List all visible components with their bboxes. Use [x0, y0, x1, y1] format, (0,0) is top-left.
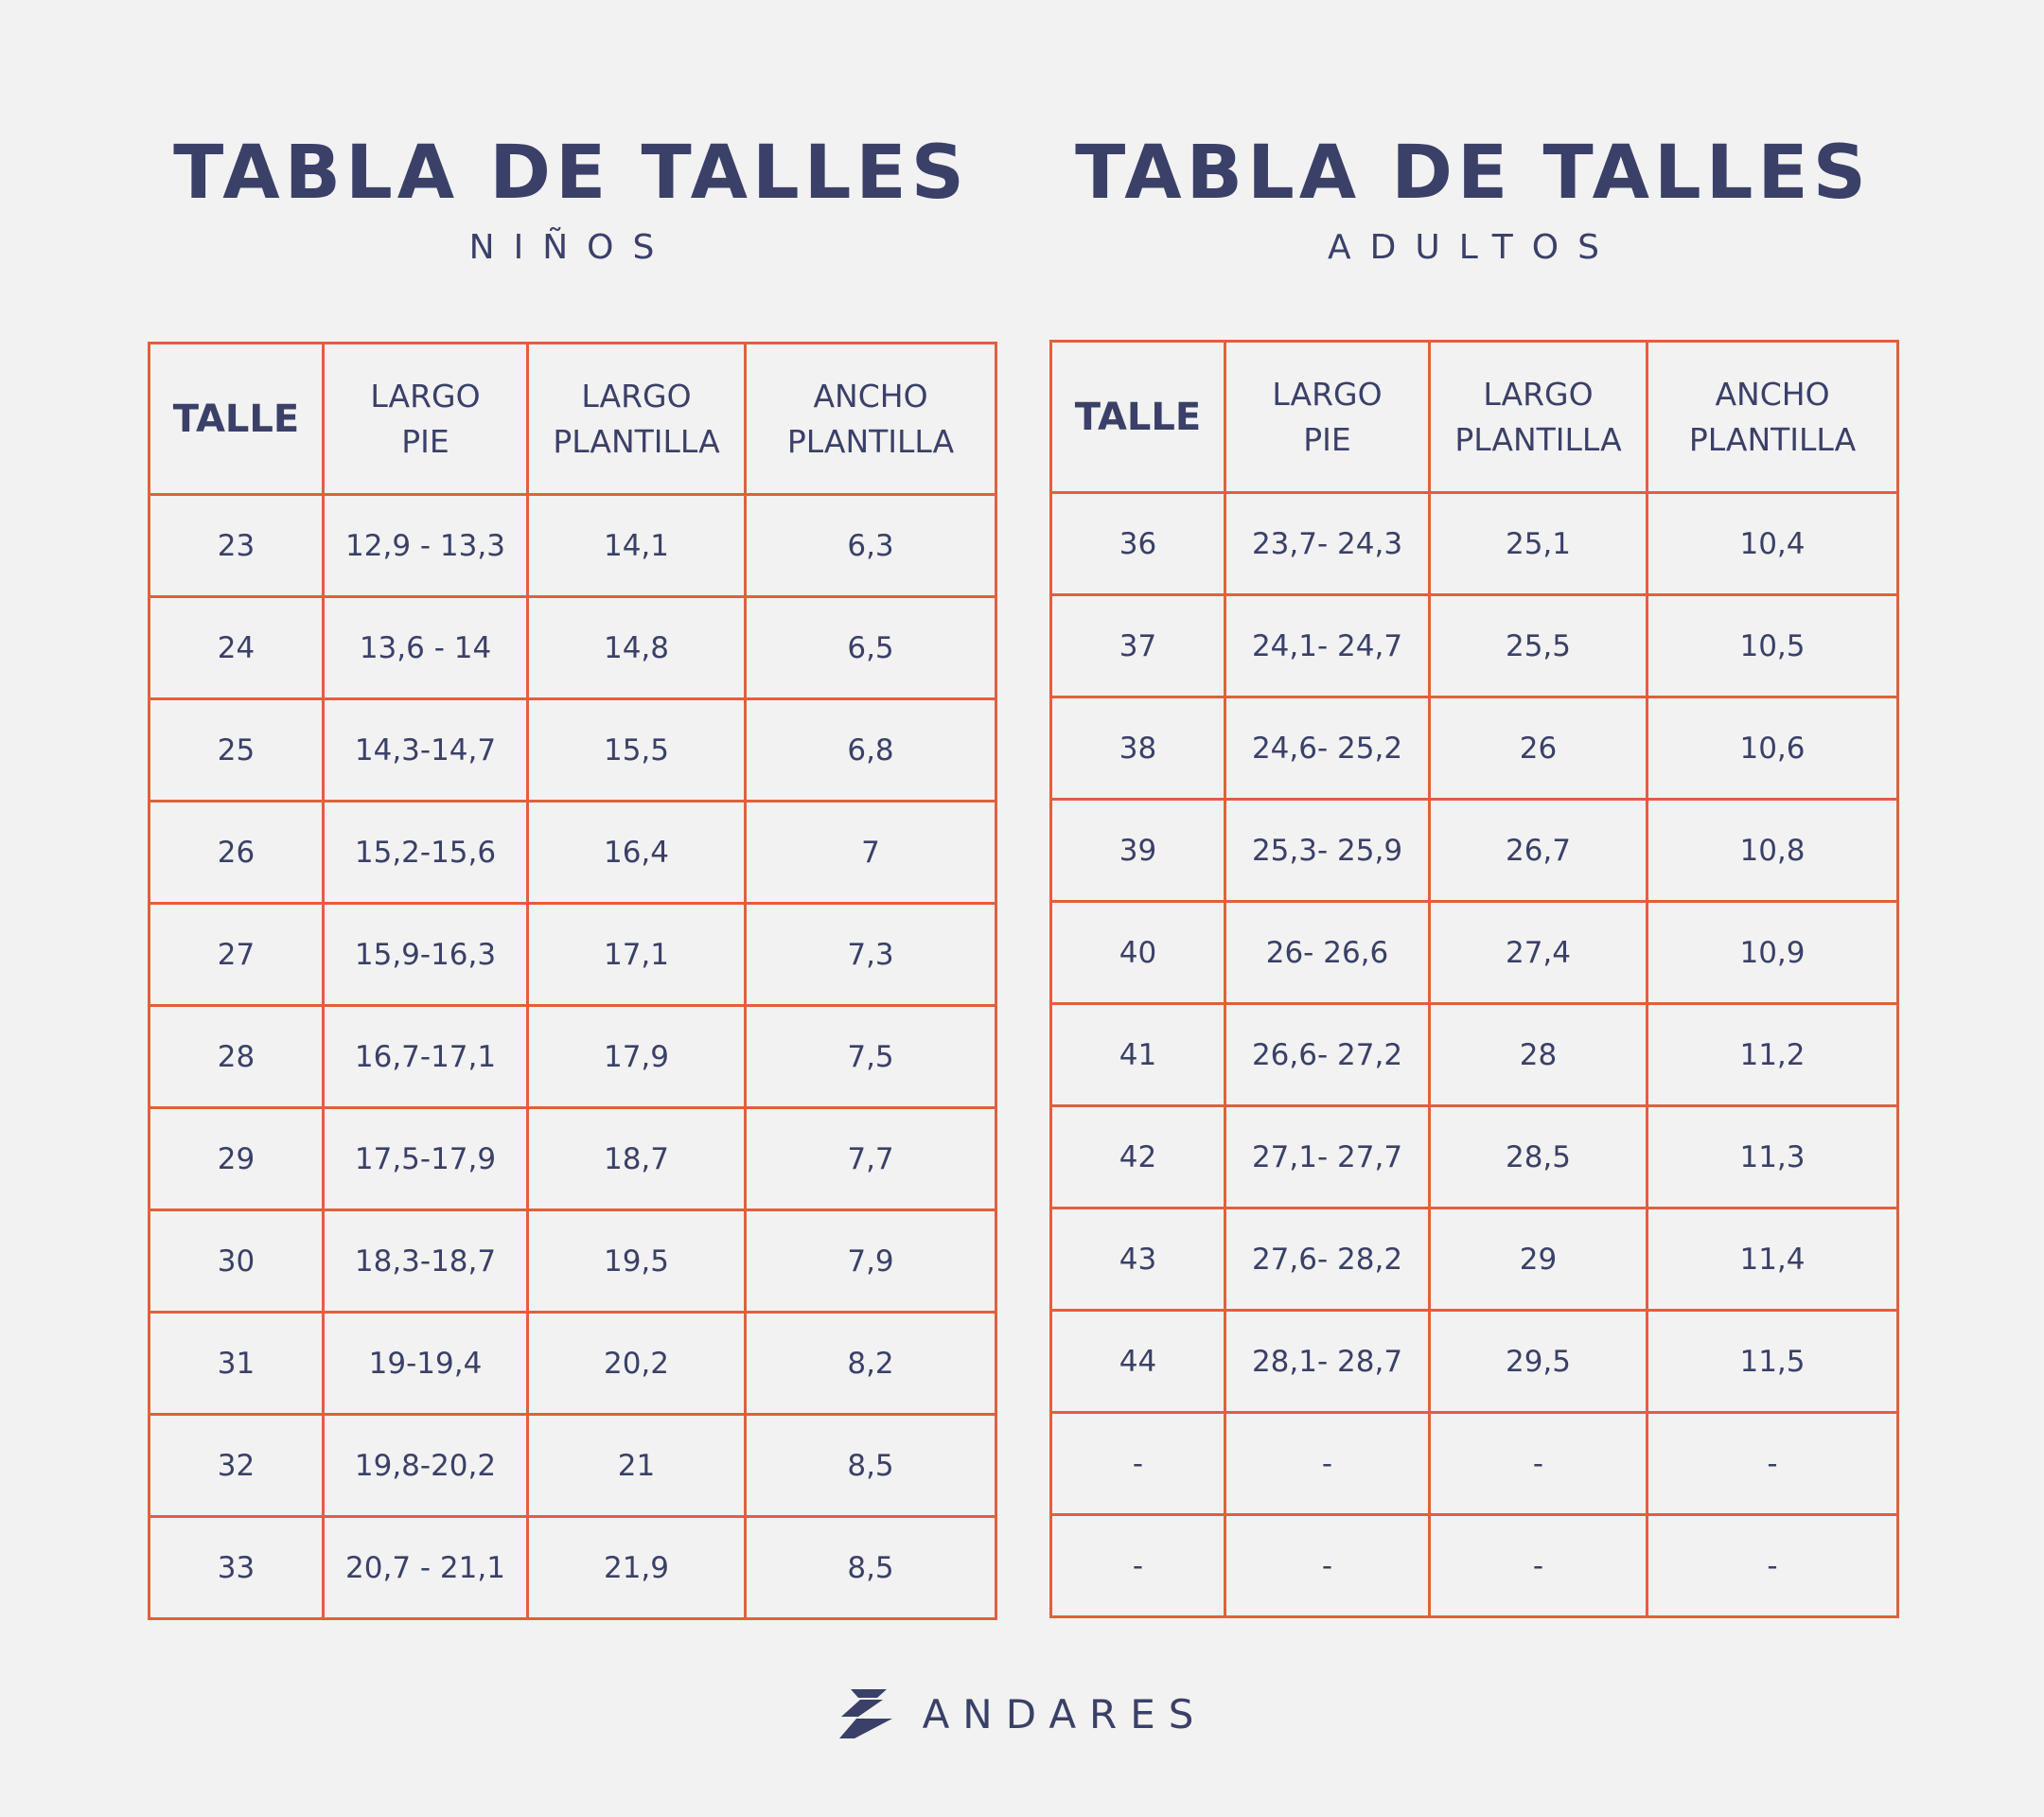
largo-pie-cell: 15,2-15,6 — [324, 802, 528, 904]
ancho-plantilla-cell: 10,5 — [1648, 595, 1898, 697]
talle-cell: 36 — [1051, 493, 1225, 595]
talle-cell: 23 — [150, 495, 324, 597]
ancho-plantilla-cell: 7,9 — [746, 1210, 996, 1313]
largo-plantilla-cell: 21 — [528, 1415, 746, 1517]
table-row — [150, 699, 996, 802]
largo-plantilla-cell: 17,1 — [528, 904, 746, 1006]
table-row — [150, 1313, 996, 1415]
kids-size-table — [148, 342, 997, 1620]
table-row — [1051, 1106, 1898, 1208]
largo-plantilla-cell: 27,4 — [1430, 902, 1648, 1004]
table-row — [150, 1517, 996, 1619]
largo-plantilla-cell: 15,5 — [528, 699, 746, 802]
largo-plantilla-cell: 28,5 — [1430, 1106, 1648, 1208]
talle-cell: 25 — [150, 699, 324, 802]
adults-header-talle: TALLE — [1051, 342, 1225, 493]
adults-header-largo-pie-line1: LARGO — [1272, 375, 1383, 413]
largo-plantilla-cell: 28 — [1430, 1004, 1648, 1106]
talle-cell: 40 — [1051, 902, 1225, 1004]
table-row — [1051, 1208, 1898, 1311]
largo-pie-cell: 23,7- 24,3 — [1225, 493, 1430, 595]
ancho-plantilla-cell: 6,8 — [746, 699, 996, 802]
largo-pie-cell: 24,1- 24,7 — [1225, 595, 1430, 697]
table-row — [1051, 493, 1898, 595]
talle-cell: 38 — [1051, 697, 1225, 800]
largo-plantilla-cell: 14,1 — [528, 495, 746, 597]
andares-logo-icon — [837, 1687, 898, 1740]
ancho-plantilla-cell: 11,4 — [1648, 1208, 1898, 1311]
largo-pie-cell: 25,3- 25,9 — [1225, 800, 1430, 902]
talle-cell: 31 — [150, 1313, 324, 1415]
talle-cell: 27 — [150, 904, 324, 1006]
ancho-plantilla-cell: 7,7 — [746, 1108, 996, 1210]
ancho-plantilla-cell: - — [1648, 1515, 1898, 1617]
kids-header-largo-pie — [324, 344, 528, 495]
adults-header-largo-plantilla — [1430, 342, 1648, 493]
table-row — [1051, 1413, 1898, 1515]
largo-plantilla-cell: 17,9 — [528, 1006, 746, 1108]
kids-header-talle: TALLE — [150, 344, 324, 495]
adults-header-largo-pie-line2: PIE — [1303, 420, 1351, 458]
largo-plantilla-cell: 18,7 — [528, 1108, 746, 1210]
largo-plantilla-cell: 21,9 — [528, 1517, 746, 1619]
table-row — [1051, 902, 1898, 1004]
table-row — [150, 1210, 996, 1313]
adults-header-largo-plantilla-line2: PLANTILLA — [1454, 420, 1622, 458]
largo-pie-cell: 13,6 - 14 — [324, 597, 528, 699]
talle-cell: 41 — [1051, 1004, 1225, 1106]
table-row — [150, 904, 996, 1006]
ancho-plantilla-cell: - — [1648, 1413, 1898, 1515]
adults-header-ancho-plantilla-line2: PLANTILLA — [1688, 420, 1857, 458]
largo-pie-cell: 18,3-18,7 — [324, 1210, 528, 1313]
ancho-plantilla-cell: 8,2 — [746, 1313, 996, 1415]
table-row — [150, 597, 996, 699]
largo-pie-cell: 12,9 - 13,3 — [324, 495, 528, 597]
kids-header-largo-pie-line1: LARGO — [370, 377, 481, 415]
ancho-plantilla-cell: 7 — [746, 802, 996, 904]
kids-header-ancho-plantilla-line2: PLANTILLA — [786, 422, 955, 460]
ancho-plantilla-cell: 10,6 — [1648, 697, 1898, 800]
largo-plantilla-cell: - — [1430, 1515, 1648, 1617]
brand-logo — [0, 1681, 2044, 1747]
ancho-plantilla-cell: 8,5 — [746, 1517, 996, 1619]
largo-plantilla-cell: 16,4 — [528, 802, 746, 904]
kids-header-ancho-plantilla-line1: ANCHO — [813, 377, 928, 415]
largo-pie-cell: 19-19,4 — [324, 1313, 528, 1415]
largo-plantilla-cell: - — [1430, 1413, 1648, 1515]
kids-header-ancho-plantilla — [746, 344, 996, 495]
brand-name: ANDARES — [922, 1690, 1207, 1738]
table-row — [1051, 1311, 1898, 1413]
largo-plantilla-cell: 19,5 — [528, 1210, 746, 1313]
ancho-plantilla-cell: 11,5 — [1648, 1311, 1898, 1413]
talle-cell: 44 — [1051, 1311, 1225, 1413]
ancho-plantilla-cell: 10,9 — [1648, 902, 1898, 1004]
kids-header-largo-plantilla-line2: PLANTILLA — [553, 422, 720, 460]
ancho-plantilla-cell: 7,3 — [746, 904, 996, 1006]
adults-title: TABLA DE TALLES — [1075, 131, 1871, 216]
table-row — [150, 1006, 996, 1108]
largo-pie-cell: 27,1- 27,7 — [1225, 1106, 1430, 1208]
adults-size-table — [1049, 340, 1899, 1618]
largo-pie-cell: 16,7-17,1 — [324, 1006, 528, 1108]
largo-pie-cell: 19,8-20,2 — [324, 1415, 528, 1517]
largo-pie-cell: 26- 26,6 — [1225, 902, 1430, 1004]
talle-cell: 37 — [1051, 595, 1225, 697]
talle-cell: 26 — [150, 802, 324, 904]
largo-pie-cell: 28,1- 28,7 — [1225, 1311, 1430, 1413]
ancho-plantilla-cell: 10,4 — [1648, 493, 1898, 595]
adults-header-ancho-plantilla — [1648, 342, 1898, 493]
largo-plantilla-cell: 29 — [1430, 1208, 1648, 1311]
largo-plantilla-cell: 14,8 — [528, 597, 746, 699]
adults-header-largo-plantilla-line1: LARGO — [1483, 375, 1594, 413]
talle-cell: 30 — [150, 1210, 324, 1313]
talle-cell: - — [1051, 1515, 1225, 1617]
largo-pie-cell: 15,9-16,3 — [324, 904, 528, 1006]
largo-plantilla-cell: 29,5 — [1430, 1311, 1648, 1413]
talle-cell: 33 — [150, 1517, 324, 1619]
talle-cell: 39 — [1051, 800, 1225, 902]
table-row — [150, 1415, 996, 1517]
largo-plantilla-cell: 25,5 — [1430, 595, 1648, 697]
table-row — [1051, 800, 1898, 902]
largo-pie-cell: 14,3-14,7 — [324, 699, 528, 802]
ancho-plantilla-cell: 11,2 — [1648, 1004, 1898, 1106]
largo-pie-cell: - — [1225, 1413, 1430, 1515]
talle-cell: 42 — [1051, 1106, 1225, 1208]
table-row — [1051, 1004, 1898, 1106]
largo-pie-cell: 20,7 - 21,1 — [324, 1517, 528, 1619]
kids-header-largo-pie-line2: PIE — [401, 422, 449, 460]
talle-cell: 32 — [150, 1415, 324, 1517]
adults-header-row — [1051, 342, 1898, 493]
kids-subtitle: NIÑOS — [468, 228, 674, 267]
largo-plantilla-cell: 26,7 — [1430, 800, 1648, 902]
largo-plantilla-cell: 20,2 — [528, 1313, 746, 1415]
largo-pie-cell: 17,5-17,9 — [324, 1108, 528, 1210]
talle-cell: 24 — [150, 597, 324, 699]
table-row — [1051, 1515, 1898, 1617]
kids-header-largo-plantilla-line1: LARGO — [581, 377, 692, 415]
talle-cell: 43 — [1051, 1208, 1225, 1311]
table-row — [150, 802, 996, 904]
ancho-plantilla-cell: 7,5 — [746, 1006, 996, 1108]
ancho-plantilla-cell: 10,8 — [1648, 800, 1898, 902]
ancho-plantilla-cell: 6,3 — [746, 495, 996, 597]
ancho-plantilla-cell: 8,5 — [746, 1415, 996, 1517]
largo-pie-cell: - — [1225, 1515, 1430, 1617]
adults-header-largo-pie — [1225, 342, 1430, 493]
table-row — [150, 495, 996, 597]
largo-plantilla-cell: 26 — [1430, 697, 1648, 800]
largo-pie-cell: 27,6- 28,2 — [1225, 1208, 1430, 1311]
table-row — [1051, 595, 1898, 697]
ancho-plantilla-cell: 6,5 — [746, 597, 996, 699]
largo-pie-cell: 24,6- 25,2 — [1225, 697, 1430, 800]
ancho-plantilla-cell: 11,3 — [1648, 1106, 1898, 1208]
largo-plantilla-cell: 25,1 — [1430, 493, 1648, 595]
table-row — [1051, 697, 1898, 800]
kids-header-row — [150, 344, 996, 495]
largo-pie-cell: 26,6- 27,2 — [1225, 1004, 1430, 1106]
talle-cell: 29 — [150, 1108, 324, 1210]
kids-title: TABLA DE TALLES — [173, 131, 969, 216]
adults-subtitle: ADULTOS — [1328, 228, 1618, 267]
talle-cell: - — [1051, 1413, 1225, 1515]
adults-header-ancho-plantilla-line1: ANCHO — [1715, 375, 1830, 413]
talle-cell: 28 — [150, 1006, 324, 1108]
table-row — [150, 1108, 996, 1210]
kids-header-largo-plantilla — [528, 344, 746, 495]
